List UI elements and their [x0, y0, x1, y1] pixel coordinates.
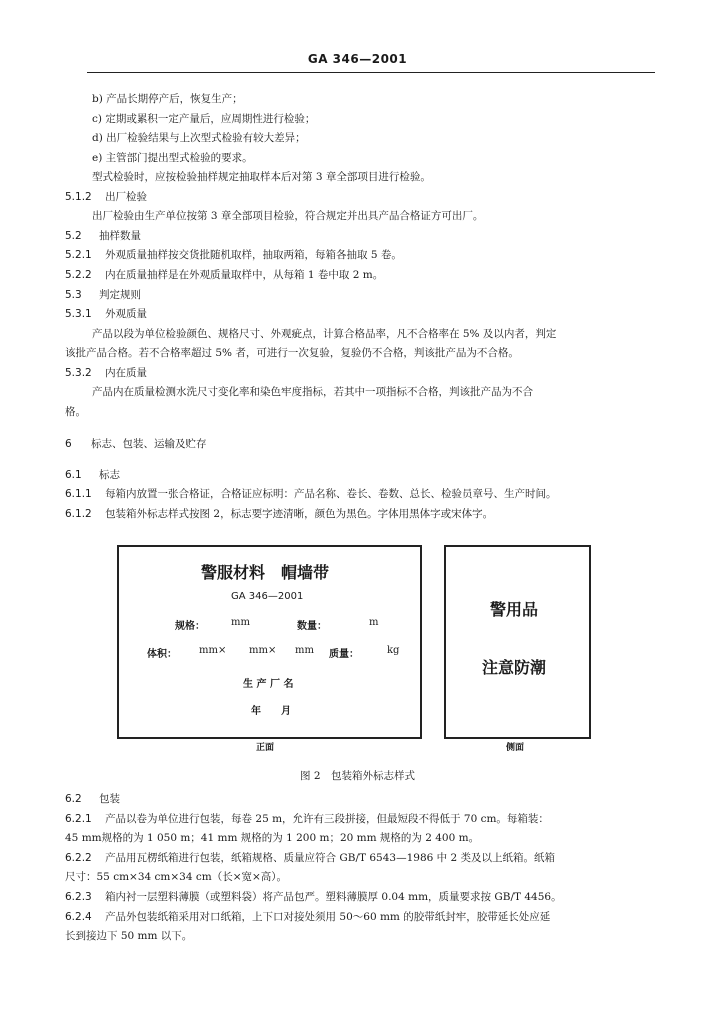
label-weight-label: 质量：	[329, 649, 359, 660]
section-6-2-2-line-1	[65, 851, 555, 865]
list-item-d: d) 出厂检验结果与上次型式检验有较大差异；	[92, 132, 306, 144]
section-5-3-2-body-1: 产品内在质量检测水洗尺寸变化率和染色牢度指标，若其中一项指标不合格，判该批产品为不合	[92, 386, 533, 398]
figure-caption: 图 2 包装箱外标志样式	[299, 770, 416, 782]
section-title: 标志、包装、运输及贮存	[91, 438, 207, 450]
section-5-2-heading	[65, 229, 141, 243]
label-side-line-1: 警用品	[490, 600, 539, 619]
label-vol-unit-1: mm×	[199, 645, 227, 656]
list-item-c: c) 定期或累积一定产量后，应周期性进行检验；	[92, 113, 316, 125]
label-side-line-2: 注意防潮	[482, 658, 547, 677]
section-5-1-2-heading	[65, 190, 147, 204]
section-number: 5.1.2	[65, 191, 92, 203]
section-title: 判定规则	[99, 289, 142, 301]
section-5-2-1	[65, 248, 402, 262]
section-number: 5.2.2	[65, 269, 92, 281]
label-front-box	[117, 545, 422, 739]
label-front-caption: 正面	[256, 743, 275, 753]
section-5-3-2-heading	[65, 366, 147, 380]
section-6-2-3	[65, 890, 562, 904]
section-6-2-4-line-1	[65, 910, 550, 924]
section-6-2-1-line-1	[65, 812, 549, 826]
section-number: 6	[65, 438, 72, 450]
section-6-2-2-line-2: 尺寸：55 cm×34 cm×34 cm（长×宽×高）。	[65, 871, 288, 883]
section-number: 5.3.2	[65, 367, 92, 379]
section-text: 箱内衬一层塑料薄膜（或塑料袋）将产品包严。塑料薄膜厚 0.04 mm，质量要求按 GB/T 4456。	[105, 891, 562, 903]
section-title: 包装	[99, 793, 121, 805]
label-side-caption: 侧面	[506, 743, 525, 753]
section-number: 5.2.1	[65, 249, 92, 261]
section-number: 6.1.1	[65, 488, 92, 500]
label-vol-unit-3: mm	[295, 645, 314, 656]
label-code: GA 346—2001	[231, 591, 304, 602]
section-text: 产品以卷为单位进行包装，每卷 25 m，允许有三段拼接，但最短段不得低于 70 cm。每箱装：	[105, 813, 549, 825]
section-number: 6.1.2	[65, 508, 92, 520]
label-qty-unit: m	[369, 617, 379, 628]
label-date: 年 月	[251, 706, 291, 717]
section-title: 出厂检验	[105, 191, 148, 203]
section-text: 产品外包装纸箱采用对口纸箱，上下口对接处须用 50～60 mm 的胶带纸封牢，胶带延长处应延	[105, 911, 551, 923]
section-number: 5.3	[65, 289, 82, 301]
section-title: 外观质量	[105, 308, 148, 320]
section-5-3-1-body-2: 该批产品合格。若不合格率超过 5% 者，可进行一次复验，复验仍不合格，判该批产品为不合格。	[65, 347, 519, 359]
section-5-3-heading	[65, 288, 141, 302]
section-6-1-1	[65, 487, 557, 501]
section-text: 每箱内放置一张合格证，合格证应标明：产品名称、卷长、卷数、总长、检验员章号、生产时间。	[105, 488, 557, 500]
section-5-3-1-heading	[65, 307, 147, 321]
label-side-box	[444, 545, 591, 739]
section-number: 6.2.1	[65, 813, 92, 825]
section-number: 6.1	[65, 469, 82, 481]
section-5-2-2	[65, 268, 383, 282]
section-6-2-4-line-2: 长到接边下 50 mm 以下。	[65, 930, 193, 942]
header-rule	[87, 72, 655, 73]
label-weight-unit: kg	[387, 645, 400, 656]
section-title: 内在质量	[105, 367, 148, 379]
section-title: 标志	[99, 469, 121, 481]
section-number: 5.3.1	[65, 308, 92, 320]
label-vol-unit-2: mm×	[249, 645, 277, 656]
section-5-3-1-body-1: 产品以段为单位检验颜色、规格尺寸、外观疵点，计算合格品率，凡不合格率在 5% 及以内者，判定	[92, 328, 557, 340]
section-6-2-1-line-2: 45 mm规格的为 1 050 m；41 mm 规格的为 1 200 m；20 mm 规格的为 2 400 m。	[65, 832, 480, 844]
section-number: 6.2.3	[65, 891, 92, 903]
label-spec-unit: mm	[231, 617, 250, 628]
label-qty-label: 数量：	[297, 621, 327, 632]
list-item-e: e) 主管部门提出型式检验的要求。	[92, 152, 253, 164]
list-item-b: b) 产品长期停产后，恢复生产；	[92, 93, 243, 105]
label-title: 警服材料 帽墙带	[201, 563, 330, 582]
standard-code-header: GA 346—2001	[307, 52, 408, 66]
section-number: 6.2.4	[65, 911, 92, 923]
section-number: 6.2.2	[65, 852, 92, 864]
section-number: 5.2	[65, 230, 82, 242]
section-5-3-2-body-2: 格。	[65, 406, 86, 418]
section-number: 6.2	[65, 793, 82, 805]
section-6-1-heading	[65, 468, 120, 482]
label-spec-label: 规格：	[175, 621, 205, 632]
label-maker: 生 产 厂 名	[243, 679, 294, 690]
label-vol-label: 体积：	[147, 649, 177, 660]
chapter-6-heading	[65, 437, 207, 451]
section-title: 抽样数量	[99, 230, 142, 242]
section-6-1-2	[65, 507, 493, 521]
section-text: 包装箱外标志样式按图 2，标志要字迹清晰，颜色为黑色。字体用黑体字或宋体字。	[105, 508, 494, 520]
section-6-2-heading	[65, 792, 120, 806]
section-text: 外观质量抽样按交货批随机取样，抽取两箱，每箱各抽取 5 卷。	[105, 249, 402, 261]
type-test-note: 型式检验时，应按检验抽样规定抽取样本后对第 3 章全部项目进行检验。	[92, 171, 431, 183]
section-text: 产品用瓦楞纸箱进行包装，纸箱规格、质量应符合 GB/T 6543—1986 中 2 类及以上纸箱。纸箱	[105, 852, 556, 864]
section-5-1-2-body: 出厂检验由生产单位按第 3 章全部项目检验，符合规定并出具产品合格证方可出厂。	[92, 210, 484, 222]
section-text: 内在质量抽样是在外观质量取样中，从每箱 1 卷中取 2 m。	[105, 269, 384, 281]
